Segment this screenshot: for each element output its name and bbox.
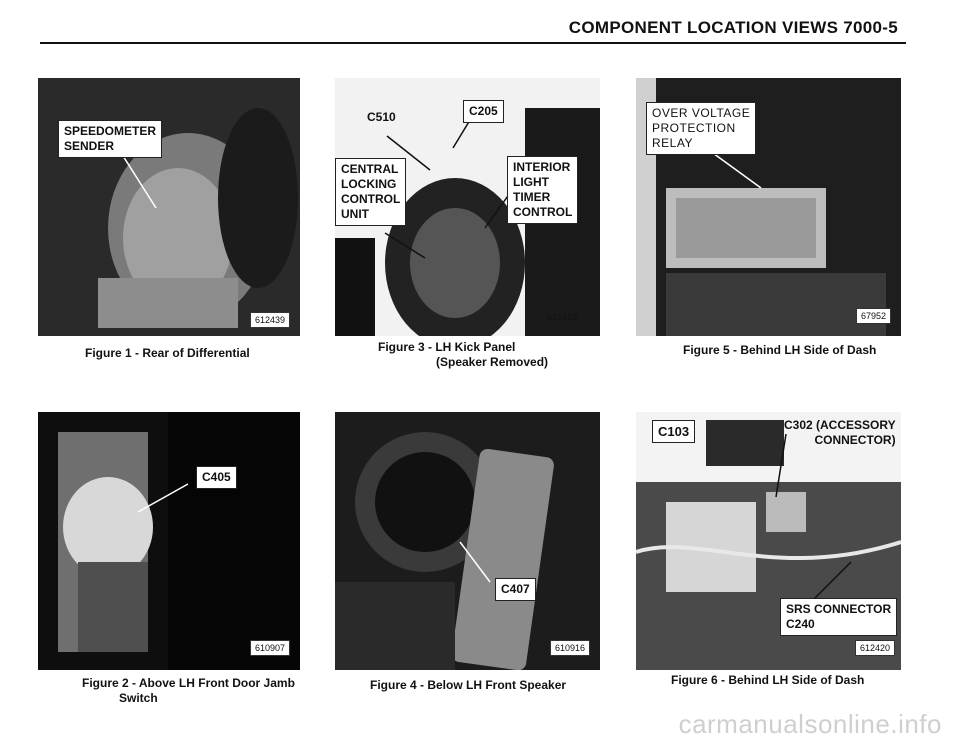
figure-5-photo <box>636 78 901 336</box>
interior-light-timer-control-label: INTERIOR LIGHT TIMER CONTROL <box>507 156 578 224</box>
figure-4-photo-number: 610916 <box>550 640 590 656</box>
figure-3-caption <box>378 340 548 370</box>
figure-5-caption-text: Figure 5 - Behind LH Side of Dash <box>683 343 877 357</box>
watermark: carmanualsonline.info <box>678 709 942 739</box>
figure-3-caption-sub: (Speaker Removed) <box>436 355 549 369</box>
figure-1-caption-text: Figure 1 - Rear of Differential <box>85 346 250 360</box>
figure-2-photo <box>38 412 300 670</box>
c407-label: C407 <box>495 578 536 601</box>
figure-4-photo-shading <box>335 412 600 670</box>
c205-label: C205 <box>463 100 504 123</box>
figure-3-caption-text: Figure 3 - LH Kick Panel <box>378 340 516 354</box>
figure-1-photo-shading <box>38 78 300 336</box>
figure-6-caption <box>671 673 864 688</box>
figure-1-photo-number: 612439 <box>250 312 290 328</box>
figure-5-photo-number: 67952 <box>856 308 891 324</box>
figure-3-photo <box>335 78 600 336</box>
figure-4-caption-text: Figure 4 - Below LH Front Speaker <box>370 678 567 692</box>
over-voltage-protection-relay-label: OVER VOLTAGE PROTECTION RELAY <box>646 102 756 155</box>
c103-label: C103 <box>652 420 695 443</box>
srs-connector-c240-label: SRS CONNECTOR C240 <box>780 598 897 636</box>
c302-accessory-connector-label: C302 (ACCESSORY CONNECTOR) <box>784 418 896 447</box>
central-locking-control-unit-label: CENTRAL LOCKING CONTROL UNIT <box>335 158 406 226</box>
figure-1-caption <box>85 346 250 361</box>
figure-6-photo <box>636 412 901 670</box>
figure-2-caption <box>82 676 295 706</box>
figure-2-caption-sub: Switch <box>119 691 158 705</box>
figure-5-caption <box>683 343 876 358</box>
figure-4-caption <box>370 678 566 693</box>
figure-6-caption-text: Figure 6 - Behind LH Side of Dash <box>671 673 865 687</box>
speedometer-sender-label: SPEEDOMETER SENDER <box>58 120 162 158</box>
figure-2-photo-number: 610907 <box>250 640 290 656</box>
figure-2-photo-shading <box>38 412 300 670</box>
c405-label: C405 <box>196 466 237 489</box>
figure-1-photo <box>38 78 300 336</box>
c510-label: C510 <box>367 110 396 124</box>
figure-6-photo-number: 612420 <box>855 640 895 656</box>
figure-2-caption-text: Figure 2 - Above LH Front Door Jamb <box>82 676 295 690</box>
page-header-title: COMPONENT LOCATION VIEWS 7000-5 <box>568 18 898 37</box>
figure-4-photo <box>335 412 600 670</box>
header-rule <box>40 42 906 44</box>
figure-3-photo-number: 612419 <box>547 312 578 322</box>
